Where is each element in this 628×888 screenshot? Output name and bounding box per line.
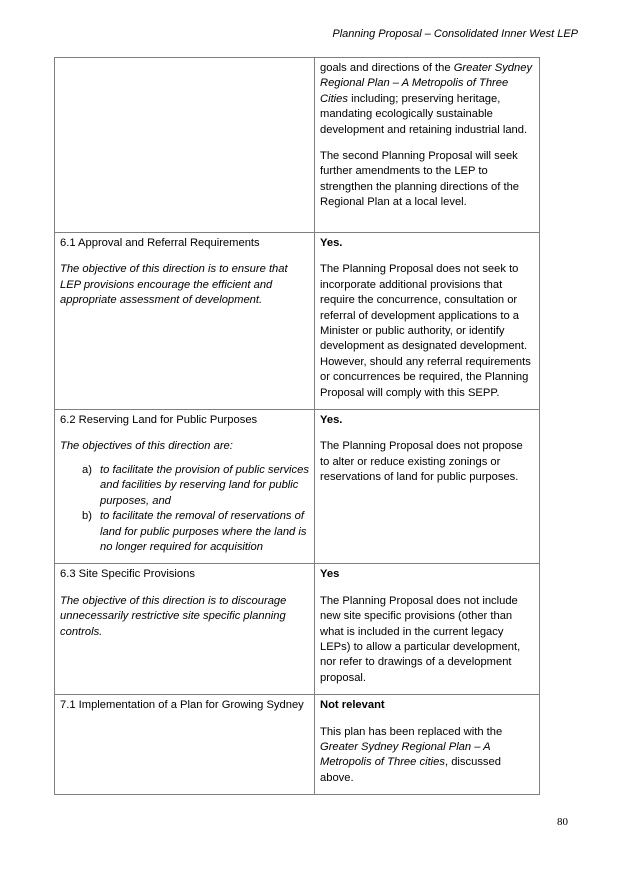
comment-text: goals and directions of the Greater Sydney Regional Plan – A Metropolis of Three Cities including; preserving heritage, mandating ecologically sustainable development and retaining industrial land. — [320, 62, 533, 136]
direction-title: 6.3 Site Specific Provisions — [60, 568, 195, 581]
left-cell — [55, 233, 315, 410]
direction-title: 7.1 Implementation of a Plan for Growing Sydney — [60, 699, 304, 712]
table-row — [55, 233, 540, 410]
direction-objective: The objective of this direction is to discourage unnecessarily restrictive site specific planning controls. — [60, 594, 287, 638]
right-cell — [315, 233, 540, 410]
consistency-status: Yes — [320, 568, 340, 581]
list-item: b) to facilitate the removal of reservations of land for public purposes where the land is no longer required for acquisition — [82, 510, 307, 553]
table-row — [55, 410, 540, 564]
consistency-status: Not relevant — [320, 699, 385, 712]
left-cell — [55, 58, 315, 233]
left-cell — [55, 695, 315, 795]
direction-objective: The objective of this direction is to ensure that LEP provisions encourage the efficient and appropriate assessment of development. — [60, 263, 288, 307]
left-cell — [55, 410, 315, 564]
table-row — [55, 58, 540, 233]
comment-text: The Planning Proposal does not include new site specific provisions (other than what is included in the current legacy LEPs) to allow a particular development, nor refer to drawings of a development proposal. — [320, 594, 521, 684]
direction-objective: The objectives of this direction are: — [60, 440, 233, 453]
objective-list — [60, 463, 309, 555]
page-number: 80 — [557, 816, 568, 828]
direction-title: 6.2 Reserving Land for Public Purposes — [60, 414, 258, 427]
comment-text: The second Planning Proposal will seek further amendments to the LEP to strengthen the planning directions of the Regional Plan at a local level. — [320, 150, 520, 209]
consistency-status: Yes. — [320, 237, 343, 249]
page-header: Planning Proposal – Consolidated Inner West LEP — [332, 28, 578, 40]
list-item: a) to facilitate the provision of public services and facilities by reserving land for public purposes, and — [82, 463, 309, 507]
table-row — [55, 564, 540, 695]
right-cell — [315, 58, 540, 233]
right-cell — [315, 410, 540, 564]
direction-title: 6.1 Approval and Referral Requirements — [60, 237, 260, 249]
comment-text: The Planning Proposal does not seek to incorporate additional provisions that require the concurrence, consultation or referral of development applications to a Minister or public authority, or identify development as designated development. However, should any referral requirements or concurrences be required, the Planning Proposal will comply with this SEPP. — [320, 263, 531, 399]
comment-text: This plan has been replaced with the Greater Sydney Regional Plan – A Metropolis of Three cities, discussed above. — [320, 725, 503, 784]
table-row — [55, 695, 540, 795]
right-cell — [315, 695, 540, 795]
direction-table — [54, 57, 540, 795]
consistency-status: Yes. — [320, 414, 343, 427]
right-cell — [315, 564, 540, 695]
left-cell — [55, 564, 315, 695]
comment-text: The Planning Proposal does not propose to alter or reduce existing zonings or reservations of land for public purposes. — [320, 440, 523, 484]
